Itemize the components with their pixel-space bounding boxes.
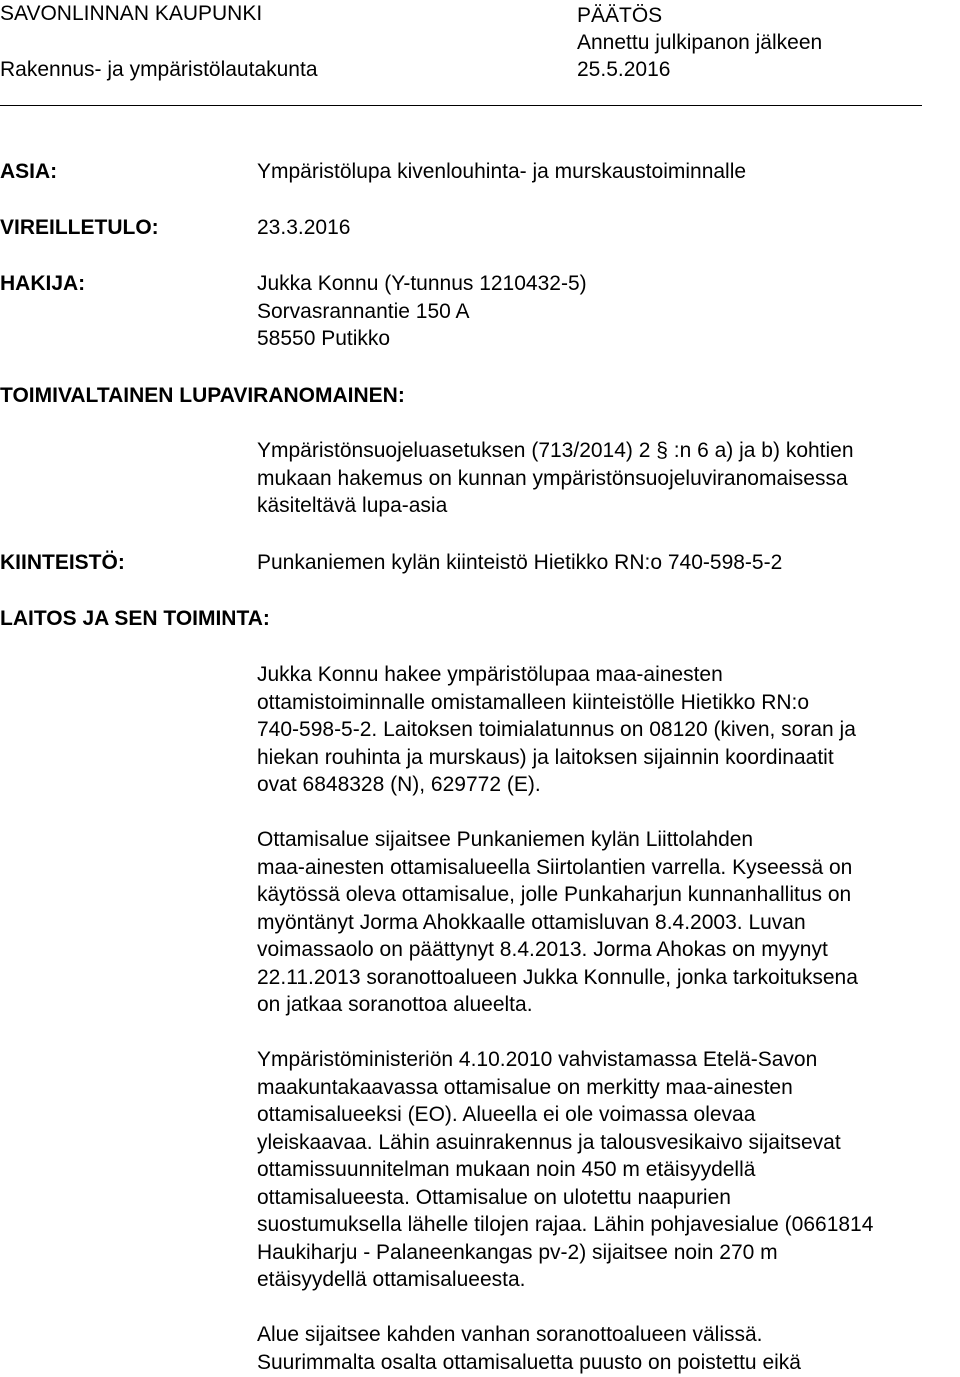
paragraph-line: maakuntakaavassa ottamisalue on merkitty maa-ainesten (257, 1075, 793, 1099)
toimivaltainen-label: TOIMIVALTAINEN LUPAVIRANOMAINEN: (0, 384, 405, 407)
paragraph-3 (257, 1046, 957, 1294)
paragraph-line: 740-598-5-2. Laitoksen toimialatunnus on 08120 (kiven, soran ja (257, 718, 856, 741)
toimivaltainen-line: Ympäristönsuojeluasetuksen (713/2014) 2 § :n 6 a) ja b) kohtien (257, 439, 854, 462)
header-divider (0, 105, 922, 106)
paragraph-line: Haukiharju - Palaneenkangas pv-2) sijaitsee noin 270 m (257, 1240, 778, 1264)
organization-name: SAVONLINNAN KAUPUNKI (0, 2, 263, 25)
hakija-block (257, 270, 957, 353)
paragraph-line: yleiskaavaa. Lähin asuinrakennus ja talousvesikaivo sijaitsevat (257, 1130, 841, 1154)
toimivaltainen-block (257, 437, 957, 520)
asia-value: Ympäristölupa kivenlouhinta- ja murskaustoiminnalle (257, 160, 747, 183)
publication-status: Annettu julkipanon jälkeen (577, 31, 823, 54)
hakija-line: Jukka Konnu (Y-tunnus 1210432-5) (257, 272, 587, 295)
paragraph-line: myöntänyt Jorma Ahokkaalle ottamisluvan 8.4.2003. Luvan (257, 910, 806, 934)
paragraph-line: ottamisalueeksi (EO). Alueella ei ole voimassa olevaa (257, 1103, 756, 1126)
hakija-label: HAKIJA: (0, 272, 86, 295)
paragraph-line: hiekan rouhinta ja murskaus) ja laitoksen sijainnin koordinaatit (257, 745, 834, 769)
paragraph-line: Ottamisalue sijaitsee Punkaniemen kylän Liittolahden (257, 828, 754, 851)
paragraph-2 (257, 826, 957, 1019)
decision-date: 25.5.2016 (577, 58, 671, 81)
paragraph-line: etäisyydellä ottamisalueesta. (257, 1268, 526, 1291)
paragraph-line: maa-ainesten ottamisalueella Siirtolantien varrella. Kyseessä on (257, 855, 853, 879)
paragraph-line: suostumuksella lähelle tilojen rajaa. Lähin pohjavesialue (0661814 (257, 1213, 874, 1236)
paragraph-4 (257, 1321, 957, 1376)
paragraph-line: ottamissuunnitelman mukaan noin 450 m etäisyydellä (257, 1158, 756, 1181)
toimivaltainen-line: mukaan hakemus on kunnan ympäristönsuojeluviranomaisessa (257, 466, 848, 490)
asia-label: ASIA: (0, 160, 58, 183)
paragraph-line: käytössä oleva ottamisalue, jolle Punkaharjun kunnanhallitus on (257, 883, 852, 906)
paragraph-line: on jatkaa soranottoa alueelta. (257, 993, 533, 1016)
kiinteisto-value: Punkaniemen kylän kiinteistö Hietikko RN:o 740-598-5-2 (257, 551, 783, 574)
vireilletulo-value: 23.3.2016 (257, 216, 351, 239)
laitos-label: LAITOS JA SEN TOIMINTA: (0, 607, 270, 630)
committee-name: Rakennus- ja ympäristölautakunta (0, 58, 318, 81)
paragraph-1 (257, 661, 957, 799)
paragraph-line: ottamistoiminnalle omistamalleen kiinteistölle Hietikko RN:o (257, 690, 810, 714)
paragraph-line: Jukka Konnu hakee ympäristölupaa maa-ainesten (257, 663, 723, 686)
hakija-line: Sorvasrannantie 150 A (257, 299, 470, 323)
paragraph-line: Suurimmalta osalta ottamisaluetta puusto on poistettu eikä (257, 1350, 801, 1374)
paragraph-line: 22.11.2013 soranottoalueen Jukka Konnulle, jonka tarkoituksena (257, 965, 858, 989)
document-type: PÄÄTÖS (577, 4, 663, 27)
kiinteisto-label: KIINTEISTÖ: (0, 551, 125, 574)
paragraph-line: Alue sijaitsee kahden vanhan soranottoalueen välissä. (257, 1323, 763, 1346)
paragraph-line: ovat 6848328 (N), 629772 (E). (257, 773, 541, 796)
paragraph-line: voimassaolo on päättynyt 8.4.2013. Jorma Ahokas on myynyt (257, 938, 828, 961)
paragraph-line: Ympäristöministeriön 4.10.2010 vahvistamassa Etelä-Savon (257, 1048, 818, 1071)
toimivaltainen-line: käsiteltävä lupa-asia (257, 494, 448, 517)
paragraph-line: ottamisalueesta. Ottamisalue on ulotettu naapurien (257, 1185, 731, 1209)
hakija-line: 58550 Putikko (257, 327, 391, 350)
vireilletulo-label: VIREILLETULO: (0, 216, 159, 239)
